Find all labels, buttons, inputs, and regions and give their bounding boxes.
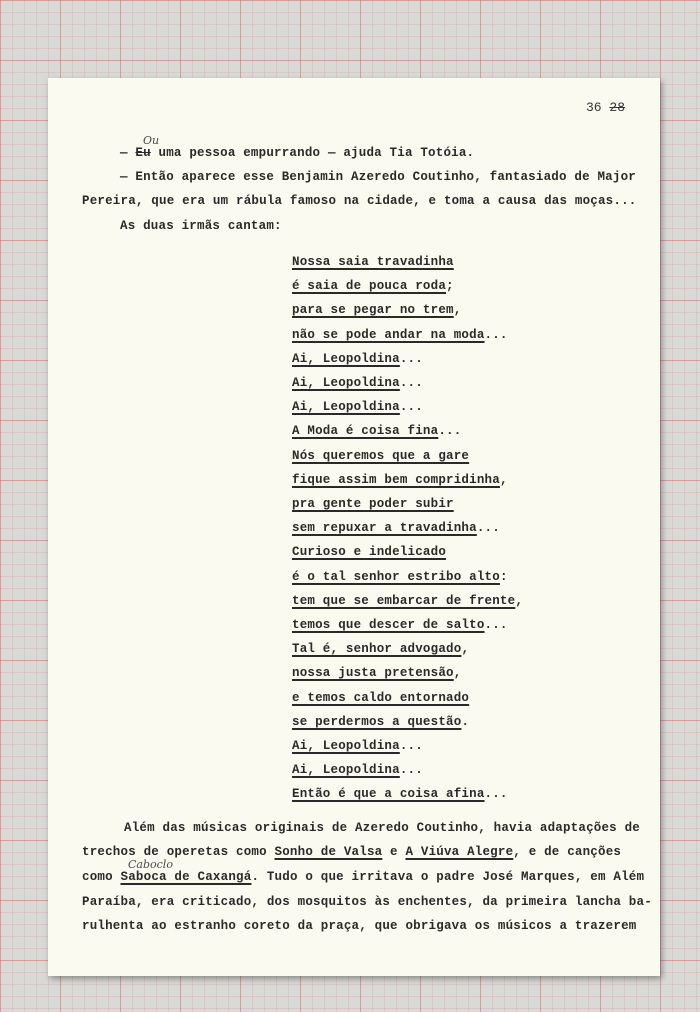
- song-line: [292, 618, 508, 632]
- song-line-text: Então é que a coisa afina: [292, 787, 485, 802]
- closing-line-2-c: e: [382, 845, 406, 859]
- song-line-text: Ai, Leopoldina: [292, 400, 400, 415]
- song-line-punctuation: ...: [438, 424, 462, 439]
- song-line-text: Tal é, senhor advogado: [292, 642, 462, 657]
- song-line: [292, 424, 461, 438]
- song-line-punctuation: ,: [461, 642, 470, 657]
- song-line-punctuation: ,: [453, 666, 462, 681]
- song-line: [292, 594, 523, 608]
- song-line-punctuation: :: [499, 569, 508, 584]
- song-line-text: Curioso e indelicado: [292, 545, 447, 560]
- song-line-punctuation: ...: [399, 739, 423, 753]
- page-number-current: 36: [586, 100, 602, 115]
- song-line-punctuation: ...: [476, 521, 500, 536]
- closing-line-2: [82, 845, 621, 859]
- song-line: [292, 739, 423, 753]
- song-line-punctuation: ...: [399, 351, 423, 366]
- song-line-text: não se pode andar na moda: [292, 327, 485, 342]
- song-line-punctuation: ,: [499, 472, 508, 487]
- title-saboca-de-caxanga: Saboca de Caxangá: [120, 870, 252, 884]
- song-line: [292, 691, 469, 705]
- song-line-text: e temos caldo entornado: [292, 690, 470, 705]
- song-line: [292, 570, 508, 584]
- song-line: [292, 255, 454, 269]
- title-viuva-alegre: A Viúva Alegre: [405, 845, 514, 859]
- song-line-text: pra gente poder subir: [292, 497, 454, 511]
- handwritten-correction-caboclo: Caboclo: [128, 858, 173, 871]
- paragraph-1: [120, 146, 474, 160]
- typewritten-page: [48, 78, 660, 976]
- song-line-punctuation: ...: [399, 763, 423, 778]
- song-line: [292, 642, 469, 656]
- closing-line-3-a: como: [82, 870, 121, 884]
- song-line-text: fique assim bem compridinha: [292, 472, 500, 487]
- closing-line-2-a: trechos de operetas como: [82, 845, 275, 859]
- page-number: [586, 100, 625, 115]
- song-line-punctuation: .: [461, 714, 470, 729]
- song-line-text: se perdermos a questão: [292, 714, 462, 729]
- song-line-text: Ai, Leopoldina: [292, 739, 400, 753]
- song-line: [292, 449, 469, 463]
- song-line-text: Nossa saia travadinha: [292, 255, 454, 269]
- song-line-punctuation: ...: [484, 618, 508, 632]
- closing-line-5: rulhenta ao estranho coreto da praça, que obrigava os músicos a trazerem: [82, 919, 637, 933]
- song-line-text: para se pegar no trem: [292, 303, 454, 318]
- song-line: [292, 400, 423, 414]
- song-line-text: Ai, Leopoldina: [292, 351, 400, 366]
- song-line-punctuation: ...: [399, 400, 423, 415]
- song-line: [292, 545, 446, 559]
- song-line-punctuation: ;: [446, 279, 454, 294]
- song-line-text: Ai, Leopoldina: [292, 376, 400, 390]
- paragraph-3: As duas irmãs cantam:: [120, 219, 282, 233]
- song-line: [292, 352, 423, 366]
- song-line-punctuation: ...: [484, 327, 508, 342]
- song-line: [292, 279, 454, 293]
- song-line-text: Ai, Leopoldina: [292, 763, 400, 778]
- song-line-punctuation: ...: [484, 787, 508, 802]
- closing-line-2-e: , e de canções: [513, 845, 622, 859]
- song-line-text: nossa justa pretensão: [292, 666, 454, 681]
- song-line-text: Nós queremos que a gare: [292, 448, 470, 463]
- song-line: [292, 497, 454, 511]
- paragraph-1-text: uma pessoa empurrando — ajuda Tia Totóia.: [150, 146, 475, 160]
- song-line: [292, 763, 423, 777]
- song-line: [292, 303, 461, 317]
- song-line-text: tem que se embarcar de frente: [292, 593, 516, 608]
- song-line-text: sem repuxar a travadinha: [292, 521, 477, 536]
- song-line-text: é saia de pouca roda: [292, 279, 447, 294]
- song-line-punctuation: ,: [515, 593, 524, 608]
- song-line: [292, 376, 423, 390]
- song-line-punctuation: ,: [453, 303, 462, 318]
- song-line-text: temos que descer de salto: [292, 618, 485, 632]
- struck-word: Eu: [135, 146, 151, 160]
- song-line-punctuation: ...: [399, 376, 423, 390]
- song-line: [292, 521, 500, 535]
- handwritten-correction-ou: Ou: [143, 134, 160, 147]
- closing-line-1: Além das músicas originais de Azeredo Coutinho, havia adaptações de: [124, 821, 640, 835]
- song-line-text: A Moda é coisa fina: [292, 424, 439, 439]
- song-line: [292, 787, 508, 801]
- song-line: [292, 473, 508, 487]
- page-number-struck: 28: [609, 100, 626, 115]
- paragraph-2-line-1: — Então aparece esse Benjamin Azeredo Coutinho, fantasiado de Major: [120, 170, 636, 184]
- paragraph-1-dash: —: [120, 146, 136, 160]
- closing-line-4: Paraíba, era criticado, dos mosquitos às enchentes, da primeira lancha ba-: [82, 895, 652, 909]
- song-line: [292, 666, 461, 680]
- title-sonho-de-valsa: Sonho de Valsa: [274, 845, 383, 859]
- song-line: [292, 328, 508, 342]
- paragraph-2-line-2: Pereira, que era um rábula famoso na cidade, e toma a causa das moças...: [82, 194, 637, 208]
- song-line-text: é o tal senhor estribo alto: [292, 569, 500, 584]
- song-line: [292, 715, 469, 729]
- closing-line-3: [82, 870, 644, 884]
- closing-line-3-c: . Tudo o que irritava o padre José Marques, em Além: [251, 870, 645, 884]
